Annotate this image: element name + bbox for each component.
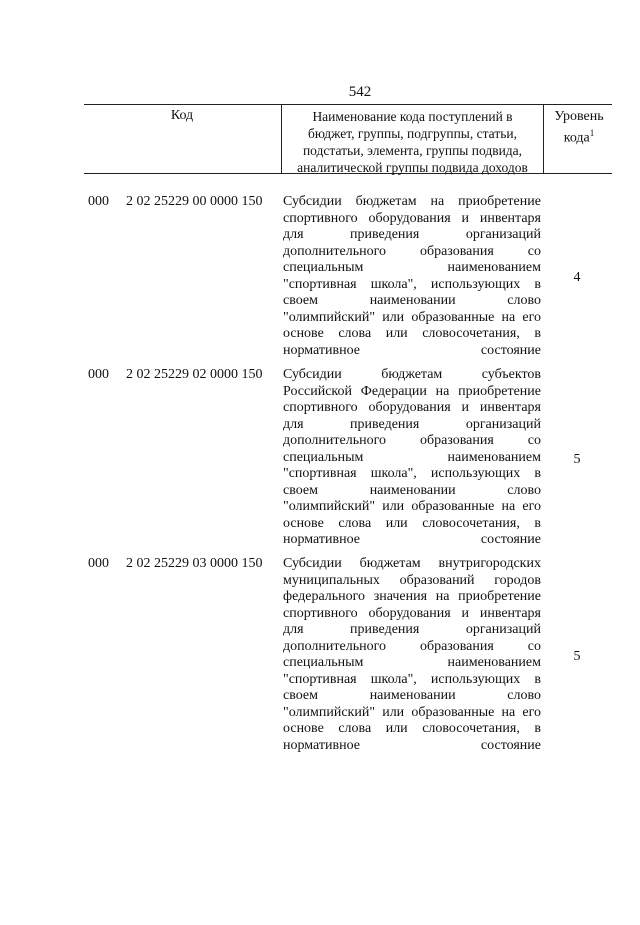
header-name xyxy=(283,108,542,176)
word: "олимпийский" xyxy=(283,309,376,325)
header-level-line2: кода$^1$ xyxy=(563,128,595,146)
admin-code: 000 xyxy=(88,556,109,571)
word: основе xyxy=(283,515,324,531)
code-name-line xyxy=(283,433,541,450)
word: слово xyxy=(507,293,541,308)
word: использующих xyxy=(430,466,521,481)
word: и xyxy=(461,400,470,415)
code-name-line xyxy=(283,589,541,606)
code-name xyxy=(283,367,541,549)
header-name-line: бюджет, группы, подгруппы, статьи, xyxy=(308,126,517,141)
word: Субсидии xyxy=(283,556,342,571)
word: нормативное состояние xyxy=(283,342,541,358)
word: в xyxy=(534,671,541,687)
word: "спортивная xyxy=(283,466,357,481)
word: инвентаря xyxy=(479,605,541,621)
word: для xyxy=(283,622,304,637)
word: нормативное состояние xyxy=(283,532,541,547)
word: внутригородских xyxy=(438,556,541,571)
word: дополнительного xyxy=(283,638,386,654)
budget-code: 2 02 25229 03 0000 150 xyxy=(126,556,263,571)
word: Федерации xyxy=(360,383,427,399)
word: Субсидии xyxy=(283,194,342,209)
code-level: 5 xyxy=(573,452,581,467)
code-name-line xyxy=(283,277,541,294)
word: приведения xyxy=(350,227,420,242)
word: нормативное состояние xyxy=(283,737,541,753)
word: на xyxy=(435,589,450,604)
word: организаций xyxy=(465,622,541,637)
word: организаций xyxy=(465,227,541,242)
code-name-line xyxy=(283,655,541,672)
word: или xyxy=(385,326,408,341)
word: образованные xyxy=(411,704,495,720)
word: специальным xyxy=(283,655,364,670)
word: наименованием xyxy=(447,655,541,670)
word: словосочетания, xyxy=(422,326,520,341)
word: бюджетам xyxy=(359,556,421,571)
word: "спортивная xyxy=(283,276,357,292)
code-level: 5 xyxy=(573,649,581,664)
word: в xyxy=(534,515,541,531)
code-name-line xyxy=(283,738,541,755)
footnote-marker: 1 xyxy=(589,128,595,138)
word: или xyxy=(382,499,405,514)
code-name-line xyxy=(283,293,541,310)
page-number: 542 xyxy=(348,84,372,100)
word: со xyxy=(527,638,541,654)
word: образования xyxy=(419,433,494,448)
code-name-line xyxy=(283,260,541,277)
code-name-line xyxy=(283,721,541,738)
word: приведения xyxy=(350,416,420,432)
code-name-line xyxy=(283,367,541,384)
column-divider xyxy=(281,105,282,173)
word: на xyxy=(501,499,516,514)
word: инвентаря xyxy=(479,400,541,415)
header-name-line: Наименование кода поступлений в xyxy=(312,109,513,124)
word: специальным xyxy=(283,449,364,465)
word: основе xyxy=(283,326,324,341)
word: бюджетам xyxy=(355,194,417,209)
word: школа", xyxy=(370,671,417,687)
word: приобретение xyxy=(458,589,541,604)
word: наименованием xyxy=(447,449,541,465)
word: слово xyxy=(507,482,541,498)
word: для xyxy=(283,416,304,432)
code-name-line xyxy=(283,384,541,401)
code-name-line xyxy=(283,606,541,623)
word: спортивного xyxy=(283,210,358,226)
code-name-line xyxy=(283,622,541,639)
word: дополнительного xyxy=(283,243,386,259)
header-level-line1: Уровень xyxy=(554,109,604,124)
code-name-line xyxy=(283,516,541,533)
word: оборудования xyxy=(368,210,451,226)
word: приобретение xyxy=(458,383,541,399)
code-name-line xyxy=(283,639,541,656)
word: субъектов xyxy=(481,367,541,382)
word: образованные xyxy=(411,309,495,325)
word: слово xyxy=(507,688,541,703)
word: его xyxy=(522,704,541,720)
word: "спортивная xyxy=(283,671,357,687)
word: "олимпийский" xyxy=(283,499,376,514)
word: значения xyxy=(373,589,428,604)
word: специальным xyxy=(283,260,364,275)
word: организаций xyxy=(465,416,541,432)
word: образованные xyxy=(411,499,495,514)
word: его xyxy=(522,309,541,325)
word: спортивного xyxy=(283,605,358,621)
word: муниципальных xyxy=(283,572,380,588)
word: приобретение xyxy=(458,194,541,209)
word: словосочетания, xyxy=(422,515,520,531)
code-name-line xyxy=(283,310,541,327)
word: слова xyxy=(338,326,372,341)
word: бюджетам xyxy=(381,367,443,382)
code-name-line xyxy=(283,343,541,360)
word: образования xyxy=(419,638,494,654)
word: Субсидии xyxy=(283,367,342,382)
code-name-line xyxy=(283,499,541,516)
code-name-line xyxy=(283,400,541,417)
word: и xyxy=(461,210,470,226)
admin-code: 000 xyxy=(88,367,109,382)
word: наименовании xyxy=(369,293,456,308)
word: или xyxy=(382,309,405,325)
code-name-line xyxy=(283,417,541,434)
word: на xyxy=(435,383,450,399)
word: Российской xyxy=(283,383,352,399)
word: своем xyxy=(283,482,318,498)
column-divider xyxy=(543,105,544,173)
word: со xyxy=(527,433,541,448)
word: оборудования xyxy=(368,605,451,621)
code-name-line xyxy=(283,244,541,261)
table-header xyxy=(84,104,612,174)
word: в xyxy=(534,466,541,481)
budget-code: 2 02 25229 02 0000 150 xyxy=(126,367,263,382)
word: в xyxy=(534,721,541,736)
header-name-line: аналитической группы подвида доходов xyxy=(297,160,528,175)
code-name-line xyxy=(283,556,541,573)
word: дополнительного xyxy=(283,433,386,448)
word: слова xyxy=(338,515,372,531)
word: городов xyxy=(494,572,541,588)
word: спортивного xyxy=(283,400,358,415)
word: словосочетания, xyxy=(422,721,520,736)
word: в xyxy=(534,276,541,292)
code-name xyxy=(283,556,541,754)
word: на xyxy=(430,194,445,209)
code-name-line xyxy=(283,672,541,689)
header-level xyxy=(546,108,612,147)
word: школа", xyxy=(370,276,417,292)
code-name-line xyxy=(283,211,541,228)
code-name-line xyxy=(283,705,541,722)
word: школа", xyxy=(370,466,417,481)
code-name-line xyxy=(283,326,541,343)
word: использующих xyxy=(430,276,521,292)
word: своем xyxy=(283,688,318,703)
word: приведения xyxy=(350,622,420,637)
word: или xyxy=(385,721,408,736)
code-level: 4 xyxy=(573,270,581,285)
code-name-line xyxy=(283,466,541,483)
code-name-line xyxy=(283,483,541,500)
word: оборудования xyxy=(368,400,451,415)
word: своем xyxy=(283,293,318,308)
word: наименовании xyxy=(369,482,456,498)
code-name-line xyxy=(283,450,541,467)
word: или xyxy=(382,704,405,720)
word: наименованием xyxy=(447,260,541,275)
code-name-line xyxy=(283,194,541,211)
word: его xyxy=(522,499,541,514)
code-name xyxy=(283,194,541,359)
budget-code: 2 02 25229 00 0000 150 xyxy=(126,194,263,209)
word: в xyxy=(534,326,541,341)
word: образования xyxy=(419,243,494,259)
word: и xyxy=(461,605,470,621)
header-name-line: подстатьи, элемента, группы подвида, xyxy=(302,143,523,158)
header-code: Код xyxy=(170,108,194,123)
word: "олимпийский" xyxy=(283,704,376,720)
code-name-line xyxy=(283,227,541,244)
word: основе xyxy=(283,721,324,736)
admin-code: 000 xyxy=(88,194,109,209)
word: или xyxy=(385,515,408,531)
code-name-line xyxy=(283,688,541,705)
word: наименовании xyxy=(369,688,456,703)
code-name-line xyxy=(283,573,541,590)
word: слова xyxy=(338,721,372,736)
word: использующих xyxy=(430,671,521,687)
code-name-line xyxy=(283,532,541,549)
word: федерального xyxy=(283,589,366,604)
word: на xyxy=(501,309,516,325)
word: образований xyxy=(399,572,475,588)
word: для xyxy=(283,227,304,242)
word: инвентаря xyxy=(479,210,541,226)
word: со xyxy=(527,243,541,259)
word: на xyxy=(501,704,516,720)
